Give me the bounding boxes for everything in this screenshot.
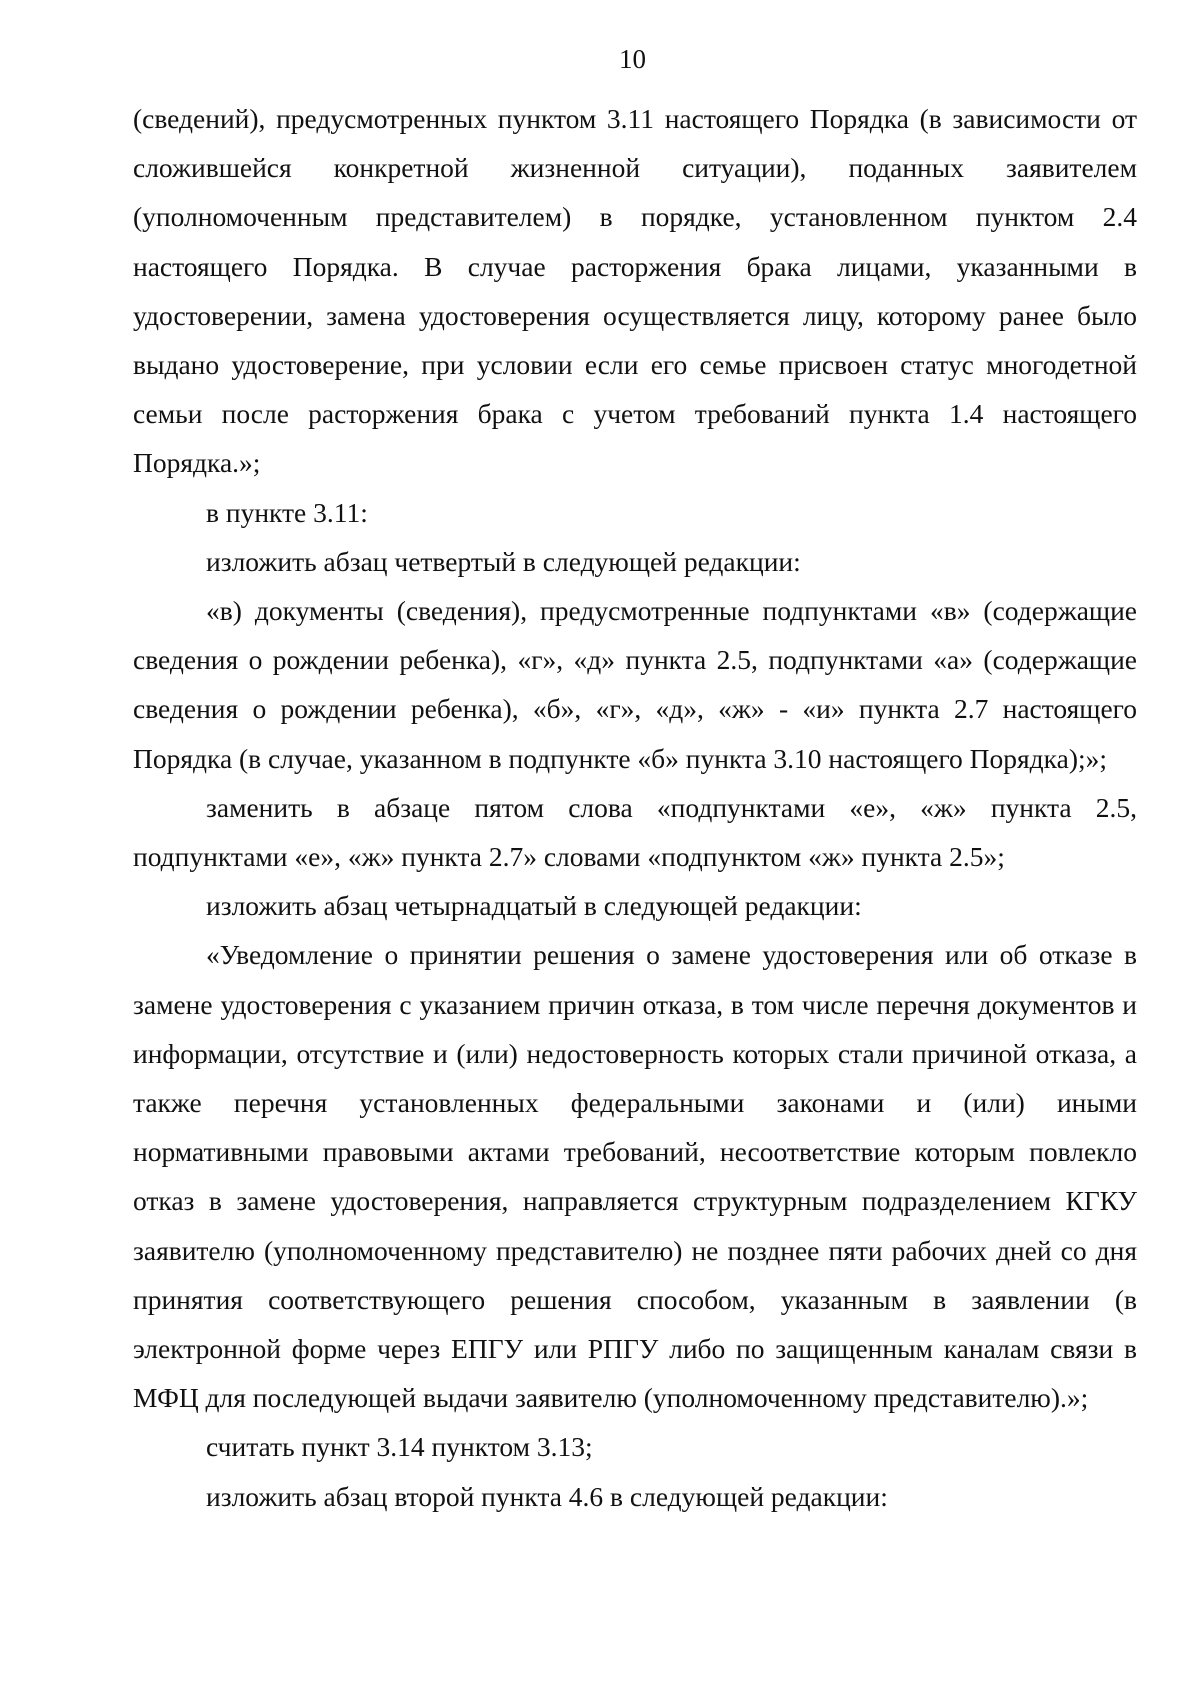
paragraph-notification: «Уведомление о принятии решения о замене удостоверения или об отказе в замене удостоверения с указанием причин отказа, в том числе перечня документов и информации, отсутствие и (или) недостоверность которых стали причиной отказа, а также перечня установленных федеральными законами и (или) иными нормативными правовыми актами требований, несоответствие которым повлекло отказ в замене удостоверения, направляется структурным подразделением КГКУ заявителю (уполномоченному представителю) не позднее пяти рабочих дней со дня принятия соответствующего решения способом, указанным в заявлении (в электронной форме через ЕПГУ или РПГУ либо по защищенным каналам связи в МФЦ для последующей выдачи заявителю (уполномоченному представителю).»; (133, 939, 1137, 1414)
paragraph-replace-fifth: заменить в абзаце пятом слова «подпунктами «е», «ж» пункта 2.5, подпунктами «е», «ж» пункта 2.7» словами «подпунктом «ж» пункта 2.5»; (133, 791, 1137, 873)
paragraph-amend-4-6: изложить абзац второй пункта 4.6 в следующей редакции: (206, 1480, 888, 1512)
paragraph-point-3-11: в пункте 3.11: (206, 496, 368, 528)
paragraph-renumber: считать пункт 3.14 пунктом 3.13; (206, 1431, 593, 1463)
paragraph-continuation: (сведений), предусмотренных пунктом 3.11 настоящего Порядка (в зависимости от сложившейся конкретной жизненной ситуации), поданных заявителем (уполномоченным представителем) в порядке, установленном пунктом 2.4 настоящего Порядка. В случае расторжения брака лицами, указанными в удостоверении, замена удостоверения осуществляется лицу, которому ранее было выдано удостоверение, при условии если его семье присвоен статус многодетной семьи после расторжения брака с учетом требований пункта 1.4 настоящего Порядка.»; (133, 103, 1137, 479)
paragraph-amend-fourth: изложить абзац четвертый в следующей редакции: (206, 545, 801, 577)
document-body (133, 94, 1137, 1521)
paragraph-subpoint-v: «в) документы (сведения), предусмотренные подпунктами «в» (содержащие сведения о рождении ребенка), «г», «д» пункта 2.5, подпунктами «а» (содержащие сведения о рождении ребенка), «б», «г», «д», «ж» - «и» пункта 2.7 настоящего Порядка (в случае, указанном в подпункте «б» пункта 3.10 настоящего Порядка);»; (133, 595, 1137, 774)
page-number: 10 (619, 44, 646, 74)
paragraph-amend-fourteenth: изложить абзац четырнадцатый в следующей редакции: (206, 890, 862, 922)
